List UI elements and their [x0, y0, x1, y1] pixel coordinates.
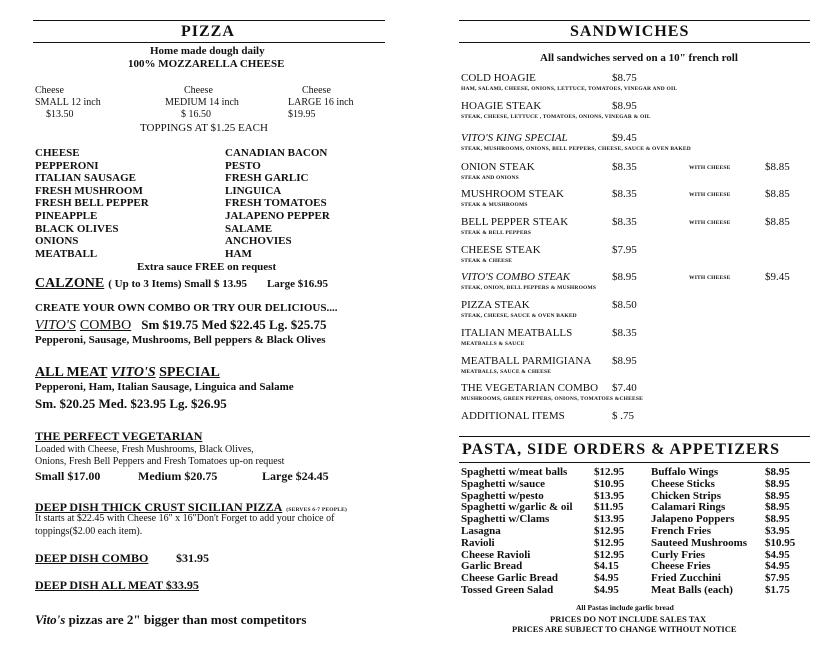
deep-dish-combo-price: $31.95 [176, 551, 209, 565]
topping-item: HAM [225, 247, 252, 260]
sandwich-description: STEAK, CHEESE, LETTUCE , TOMATOES, ONIONS, VINEGAR & OIL [461, 114, 651, 120]
pasta-top-rule [459, 436, 810, 437]
pasta-price: $12.95 [594, 525, 625, 537]
appetizer-price: $8.95 [765, 466, 790, 478]
appetizer-name: Chicken Strips [651, 489, 721, 502]
size-price: $19.95 [288, 109, 316, 120]
combo-description: Pepperoni, Sausage, Mushrooms, Bell peppers & Black Olives [35, 334, 326, 346]
topping-item: ITALIAN SAUSAGE [35, 172, 136, 185]
sandwich-name: ITALIAN MEATBALLS [461, 327, 573, 339]
pasta-name: Ravioli [461, 536, 495, 549]
topping-item: CHEESE [35, 147, 80, 159]
veg-medium: Medium $20.75 [138, 469, 218, 483]
sandwich-description: STEAK & CHEESE [461, 258, 513, 264]
sandwich-description: MUSHROOMS, GREEN PEPPERS, ONIONS, TOMATOES &CHEESE [461, 396, 643, 402]
allmeat-prices: Sm. $20.25 Med. $23.95 Lg. $26.95 [35, 396, 227, 411]
sandwich-price: $9.45 [612, 132, 637, 144]
pasta-note-garlic: All Pastas include garlic bread [576, 603, 674, 612]
sandwich-description: STEAK, CHEESE, SAUCE & OVEN BAKED [461, 313, 577, 319]
topping-item: PEPPERONI [35, 159, 99, 172]
veg-title: THE PERFECT VEGETARIAN [35, 429, 203, 443]
topping-item: PINEAPPLE [35, 210, 98, 222]
topping-item: PESTO [225, 159, 261, 172]
extra-sauce-note: Extra sauce FREE on request [137, 261, 277, 273]
topping-item: CANADIAN BACON [225, 147, 328, 159]
topping-item: FRESH GARLIC [225, 172, 309, 185]
appetizer-name: Meat Balls (each) [651, 584, 733, 596]
pizza-subtitle-cheese: 100% MOZZARELLA CHEESE [128, 58, 285, 70]
sandwich-name: BELL PEPPER STEAK [461, 216, 569, 228]
pasta-name: Spaghetti w/pesto [461, 489, 544, 502]
pasta-name: Spaghetti w/garlic & oil [461, 501, 573, 514]
calzone-line [35, 274, 328, 292]
with-cheese-label: WITH CHEESE [689, 165, 731, 171]
appetizer-name: Sauteed Mushrooms [651, 536, 748, 549]
pasta-price: $12.95 [594, 536, 625, 549]
sandwich-name: MUSHROOM STEAK [461, 188, 564, 200]
appetizer-price: $8.95 [765, 501, 790, 514]
size-label: Cheese [302, 85, 331, 96]
calzone-title: CALZONE [35, 276, 105, 291]
vitos-name: VITO'S [35, 318, 76, 333]
sandwiches-top-rule [459, 20, 810, 21]
size-price: $13.50 [46, 109, 74, 120]
pizza-footer [35, 612, 306, 628]
pasta-note-tax: PRICES DO NOT INCLUDE SALES TAX [550, 614, 707, 624]
pasta-name: Cheese Garlic Bread [461, 572, 558, 585]
size-name: SMALL 12 inch [35, 97, 101, 108]
topping-item: FRESH TOMATOES [225, 197, 327, 210]
appetizer-price: $7.95 [765, 572, 790, 585]
calzone-detail: ( Up to 3 Items) Small $ 13.95 [108, 278, 247, 290]
pizza-top-rule [33, 20, 385, 21]
topping-item: FRESH BELL PEPPER [35, 197, 149, 210]
appetizer-price: $8.95 [765, 489, 790, 502]
topping-item: MEATBALL [35, 247, 98, 260]
pasta-price: $12.95 [594, 466, 625, 478]
appetizer-name: Buffalo Wings [651, 466, 719, 478]
sandwich-name: THE VEGETARIAN COMBO [461, 382, 599, 394]
sandwich-cheese-price: $8.85 [765, 188, 790, 200]
appetizer-name: Cheese Fries [651, 560, 711, 573]
sandwich-name: ADDITIONAL ITEMS [461, 410, 565, 422]
with-cheese-label: WITH CHEESE [689, 275, 731, 281]
sandwich-price: $ .75 [612, 410, 634, 422]
allmeat-suffix: SPECIAL [159, 365, 220, 380]
sandwich-cheese-price: $8.85 [765, 161, 790, 173]
footer-vitos: Vito's [35, 612, 66, 627]
calzone-large: Large $16.95 [266, 278, 329, 290]
pasta-price: $13.95 [594, 513, 625, 526]
appetizer-price: $8.95 [765, 477, 790, 490]
sandwich-price: $8.75 [612, 72, 637, 84]
pasta-price: $10.95 [594, 477, 625, 490]
topping-item: SALAME [225, 222, 273, 235]
sandwich-description: HAM, SALAMI, CHEESE, ONIONS, LETTUCE, TOMATOES, VINEGAR AND OIL [461, 86, 678, 92]
topping-item: FRESH MUSHROOM [35, 184, 143, 197]
pasta-price: $12.95 [594, 548, 625, 561]
sandwich-name: PIZZA STEAK [461, 299, 530, 311]
sandwich-cheese-price: $9.45 [765, 271, 790, 283]
sandwiches-note: All sandwiches served on a 10" french roll [540, 52, 738, 64]
appetizer-name: Curly Fries [651, 548, 706, 561]
topping-item: LINGUICA [225, 184, 282, 197]
appetizer-price: $1.75 [765, 584, 790, 596]
deep-dish-serves: (SERVES 6-7 PEOPLE) [286, 507, 348, 513]
size-label: Cheese [184, 85, 213, 96]
sandwich-cheese-price: $8.85 [765, 216, 790, 228]
appetizer-price: $3.95 [765, 525, 790, 537]
veg-large: Large $24.45 [262, 469, 329, 483]
appetizer-price: $4.95 [765, 548, 790, 561]
appetizer-price: $10.95 [765, 536, 796, 549]
topping-item: ANCHOVIES [225, 235, 292, 248]
size-name: MEDIUM 14 inch [165, 97, 239, 108]
with-cheese-label: WITH CHEESE [689, 220, 731, 226]
toppings-price: TOPPINGS AT $1.25 EACH [140, 122, 268, 134]
sandwich-name: COLD HOAGIE [461, 72, 536, 84]
deep-dish-description-1: It starts at $22.45 with Cheese 16" x 16"Don't Forget to add your choice of [35, 513, 335, 524]
appetizer-price: $4.95 [765, 560, 790, 573]
appetizer-name: Fried Zucchini [651, 572, 721, 585]
pasta-name: Garlic Bread [461, 560, 523, 573]
pasta-price: $4.15 [594, 560, 619, 573]
pasta-price: $11.95 [594, 501, 624, 514]
allmeat-prefix: ALL MEAT [35, 365, 108, 380]
sandwiches-title-rule [459, 42, 810, 43]
appetizer-name: French Fries [651, 525, 711, 537]
pasta-name: Lasagna [461, 525, 501, 537]
sandwich-description: STEAK, ONION, BELL PEPPERS & MUSHROOMS [461, 285, 597, 291]
pasta-title: PASTA, SIDE ORDERS & APPETIZERS [462, 441, 781, 458]
veg-small: Small $17.00 [35, 469, 101, 483]
footer-text: pizzas are 2" bigger than most competitors [68, 612, 307, 627]
pizza-subtitle-dough: Home made dough daily [150, 45, 265, 57]
appetizer-price: $8.95 [765, 513, 790, 526]
sandwich-name: VITO'S KING SPECIAL [461, 132, 568, 144]
pasta-price: $4.95 [594, 572, 619, 585]
with-cheese-label: WITH CHEESE [689, 192, 731, 198]
sandwich-description: MEATBALLS & SAUCE [461, 341, 525, 347]
deep-dish-title: DEEP DISH THICK CRUST SICILIAN PIZZA [35, 500, 283, 514]
deep-dish-allmeat: DEEP DISH ALL MEAT $33.95 [35, 578, 199, 592]
sandwich-description: STEAK & BELL PEPPERS [461, 230, 532, 236]
sandwich-price: $8.35 [612, 327, 637, 339]
appetizer-name: Cheese Sticks [651, 477, 715, 490]
sandwich-description: MEATBALLS, SAUCE & CHEESE [461, 369, 552, 375]
sandwich-description: STEAK AND ONIONS [461, 175, 519, 181]
pasta-price: $13.95 [594, 489, 625, 502]
sandwich-name: CHEESE STEAK [461, 244, 541, 256]
pizza-title-rule [33, 42, 385, 43]
sandwich-price: $7.95 [612, 244, 637, 256]
vitos-combo-line [35, 316, 326, 334]
topping-item: BLACK OLIVES [35, 222, 119, 235]
sandwich-price: $8.95 [612, 355, 637, 367]
veg-description-2: Onions, Fresh Bell Peppers and Fresh Tomatoes up-on request [35, 456, 285, 467]
size-price: $ 16.50 [181, 109, 211, 120]
pizza-title: PIZZA [181, 23, 235, 40]
pasta-name: Spaghetti w/meat balls [461, 466, 568, 478]
topping-item: JALAPENO PEPPER [225, 210, 330, 222]
sandwich-price: $8.95 [612, 100, 637, 112]
pasta-name: Cheese Ravioli [461, 548, 531, 561]
pasta-name: Spaghetti w/sauce [461, 477, 546, 490]
sandwich-price: $8.35 [612, 216, 637, 228]
combo-intro: CREATE YOUR OWN COMBO OR TRY OUR DELICIOUS.... [35, 302, 338, 314]
sandwich-price: $8.95 [612, 271, 637, 283]
sandwich-name: VITO'S COMBO STEAK [461, 271, 571, 283]
sandwich-name: ONION STEAK [461, 161, 535, 173]
sandwich-price: $8.35 [612, 188, 637, 200]
pasta-price: $4.95 [594, 584, 619, 596]
topping-item: ONIONS [35, 235, 79, 248]
veg-description-1: Loaded with Cheese, Fresh Mushrooms, Black Olives, [35, 444, 254, 455]
sandwich-description: STEAK, MUSHROOMS, ONIONS, BELL PEPPERS, CHEESE, SAUCE & OVEN BAKED [461, 146, 691, 152]
sandwich-price: $8.50 [612, 299, 637, 311]
sandwich-description: STEAK & MUSHROOMS [461, 202, 528, 208]
pasta-name: Tossed Green Salad [461, 584, 554, 596]
sandwich-price: $8.35 [612, 161, 637, 173]
allmeat-title [35, 365, 220, 381]
sandwiches-title: SANDWICHES [570, 23, 690, 40]
sandwich-name: MEATBALL PARMIGIANA [461, 355, 592, 367]
allmeat-description: Pepperoni, Ham, Italian Sausage, Linguica and Salame [35, 381, 294, 393]
combo-prices: Sm $19.75 Med $22.45 Lg. $25.75 [141, 317, 327, 332]
appetizer-name: Jalapeno Poppers [651, 513, 735, 526]
size-label: Cheese [35, 85, 64, 96]
deep-dish-combo: DEEP DISH COMBO [35, 551, 149, 565]
appetizer-name: Calamari Rings [651, 501, 726, 514]
size-name: LARGE 16 inch [288, 97, 354, 108]
pasta-note-change: PRICES ARE SUBJECT TO CHANGE WITHOUT NOTICE [512, 624, 737, 634]
deep-dish-description-2: toppings($2.00 each item). [35, 526, 143, 537]
allmeat-vitos: VITO'S [110, 365, 156, 380]
combo-word: COMBO [79, 318, 132, 333]
sandwich-name: HOAGIE STEAK [461, 100, 542, 112]
sandwich-price: $7.40 [612, 382, 637, 394]
pasta-title-rule [459, 462, 810, 463]
pasta-name: Spaghetti w/Clams [461, 513, 550, 526]
